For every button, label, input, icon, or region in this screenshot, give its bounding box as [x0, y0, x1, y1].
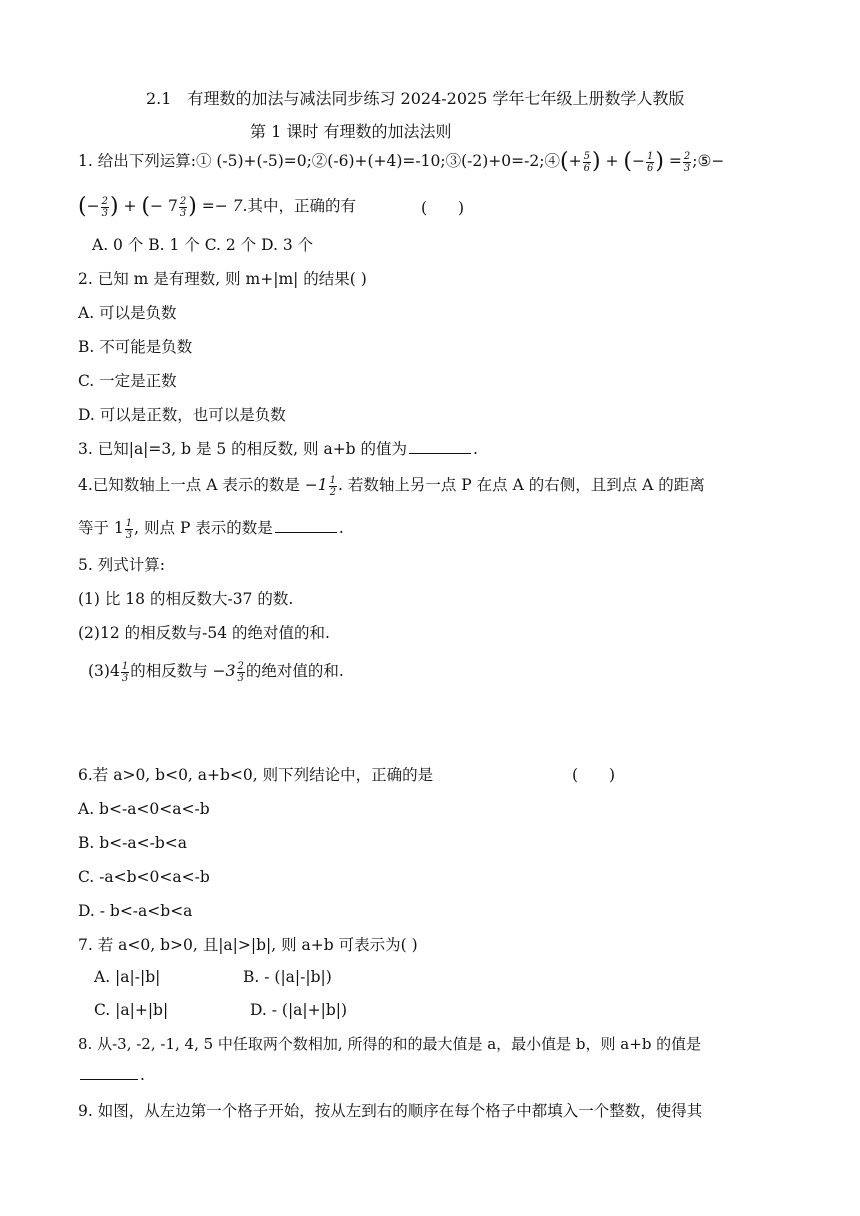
q5-stem: 5. 列式计算: [78, 556, 165, 574]
q8-end: . [140, 1066, 145, 1084]
q5-p3-b: 的相反数与 − [130, 662, 226, 680]
q2-option-b: B. 不可能是负数 [78, 338, 193, 356]
q5-p3-c: 的绝对值的和. [245, 662, 344, 680]
q4-fraction: $\frac{1}{2}$ [329, 474, 337, 498]
q1-l2-result: =− 7. [201, 197, 248, 215]
q4-line1 [78, 474, 705, 498]
q3-answer-blank [409, 439, 471, 454]
q8-answer-blank [80, 1065, 138, 1080]
q7-option-d: D. - (|a|+|b|) [250, 1001, 348, 1019]
q4-text-c: 等于 1 [78, 519, 124, 537]
q1-fraction-1: $\frac{5}{6}$ [583, 150, 590, 174]
q9-stem: 9. 如图，从左边第一个格子开始，按从左到右的顺序在每个格子中都填入一个整数，使得其 [78, 1102, 703, 1120]
q6-answer-paren: ( ) [572, 766, 616, 784]
q5-p3-fraction-1: $\frac{1}{3}$ [121, 660, 129, 684]
q1-l2-sign: − [86, 197, 100, 215]
q1-f1-sign: + [568, 152, 582, 170]
q6-option-b: B. b<-a<-b<a [78, 834, 188, 852]
lesson-subtitle: 第 1 课时 有理数的加法法则 [250, 122, 452, 141]
q1-l2-whole-sign: − [150, 197, 164, 215]
q4-whole: 1 [317, 476, 328, 494]
q7-option-c: C. |a|+|b| [94, 1001, 169, 1019]
document-title: 2.1 有理数的加法与减法同步练习 2024-2025 学年七年级上册数学人教版 [146, 89, 685, 108]
q6-option-d: D. - b<-a<b<a [78, 902, 193, 920]
q4-line2 [78, 517, 344, 541]
q7-option-a: A. |a|-|b| [94, 968, 161, 986]
q1-l2-whole: 7 [167, 197, 178, 215]
q1-l2-tail: 其中，正确的有 [247, 197, 356, 215]
q3-stem: 3. 已知|a|=3, b 是 5 的相反数, 则 a+b 的值为 [78, 440, 408, 458]
q4-text-d: , 则点 P 表示的数是 [134, 519, 273, 537]
q5-p3-a: (3)4 [88, 662, 120, 680]
q8-line2 [78, 1064, 145, 1086]
q4-end: . [338, 519, 344, 537]
q1-options: A. 0 个 B. 1 个 C. 2 个 D. 3 个 [92, 236, 314, 254]
q1-l2-mixed-fraction: $\frac{2}{3}$ [179, 195, 187, 219]
q5-part-2: (2)12 的相反数与-54 的绝对值的和. [78, 624, 330, 642]
q1-text-a: 1. 给出下列运算:① (-5)+(-5)=0;②(-6)+(+4)=-10;③(-2)+0=-2;④ [78, 152, 560, 170]
q5-part-3 [88, 660, 344, 684]
q6-stem: 6.若 a>0, b<0, a+b<0, 则下列结论中，正确的是 [78, 766, 434, 784]
q1-fraction-2: $\frac{1}{6}$ [647, 150, 654, 174]
q3-line [78, 438, 478, 460]
q3-end: . [473, 440, 478, 458]
q1-f2-sign: − [632, 152, 645, 170]
q5-p3-whole: 3 [225, 662, 236, 680]
q5-part-1: (1) 比 18 的相反数大-37 的数. [78, 590, 294, 608]
q2-option-d: D. 可以是正数，也可以是负数 [78, 406, 286, 424]
q1-line1: 1. 给出下列运算:① (-5)+(-5)=0;②(-6)+(+4)=-10;③(-2)+0=-2;④(+ $\frac{5}{6}$ ) + (− $\frac{1}{6}$ ) = $\frac{2}{3}$ ;⑤− [78, 149, 725, 174]
q6-option-c: C. -a<b<0<a<-b [78, 868, 210, 886]
q8-stem: 8. 从-3, -2, -1, 4, 5 中任取两个数相加, 所得的和的最大值是 a，最小值是 b，则 a+b 的值是 [78, 1035, 702, 1053]
q1-line2: (− $\frac{2}{3}$ ) + (− 7 $\frac{2}{3}$ ) =− 7.其中，正确的有 [78, 194, 356, 219]
q1-answer-paren: ( ) [421, 199, 465, 217]
q1-equals: = [668, 152, 682, 170]
q1-result-fraction: $\frac{2}{3}$ [683, 150, 691, 174]
q2-stem: 2. 已知 m 是有理数, 则 m+|m| 的结果( ) [78, 270, 367, 288]
q2-option-a: A. 可以是负数 [78, 304, 177, 322]
q4-text-a: 4.已知数轴上一点 A 表示的数是 − [78, 476, 318, 494]
q1-l2-fraction: $\frac{2}{3}$ [101, 195, 108, 219]
q1-plus: + [605, 152, 619, 170]
q5-p3-fraction-2: $\frac{2}{3}$ [237, 660, 244, 684]
q4-fraction-2: $\frac{1}{3}$ [125, 517, 133, 541]
q7-stem: 7. 若 a<0, b>0, 且|a|>|b|, 则 a+b 可表示为( ) [78, 936, 418, 954]
q4-text-b: . 若数轴上另一点 P 在点 A 的右侧，且到点 A 的距离 [338, 476, 705, 494]
q6-option-a: A. b<-a<0<a<-b [78, 800, 210, 818]
q7-option-b: B. - (|a|-|b|) [243, 968, 332, 986]
q4-answer-blank [275, 518, 337, 533]
q2-option-c: C. 一定是正数 [78, 372, 177, 390]
q1-text-b: ;⑤− [692, 152, 725, 170]
